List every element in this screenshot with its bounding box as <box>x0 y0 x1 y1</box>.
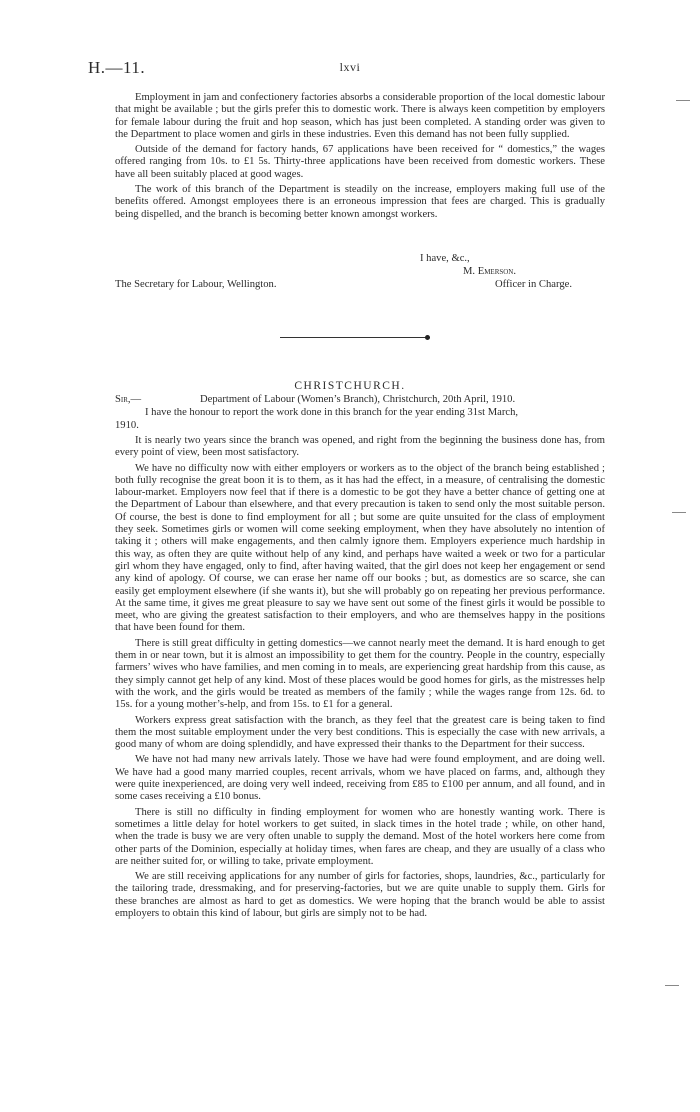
section-divider <box>280 337 430 338</box>
signature-title: Officer in Charge. <box>495 279 572 290</box>
dateline: Department of Labour (Women’s Branch), Christchurch, 20th April, 1910. <box>200 394 516 405</box>
signature-addressee: The Secretary for Labour, Wellington. <box>115 279 277 290</box>
divider-dot <box>425 335 430 340</box>
paragraph: There is still great difficulty in getting domestics—we cannot nearly meet the demand. It is hard enough to get them in or near town, but it is almost an impossibility to get them for the country. People in the country, especially farmers’ wives who have families, and men coming in to meals, are experiencing great hardship from this cause, as they simply cannot get help of any kind. Most of these places would be good homes for girls, as the mistresses help with the work, and the girls would be treated as members of the family ; while the wages range from 12s. 6d. to 15s. for a young mother’s-help, and from 15s. to £1 for a general. <box>115 637 605 711</box>
salutation: Sir,— <box>115 394 142 405</box>
intro-second-line: 1910. <box>115 420 139 431</box>
paragraph: We are still receiving applications for any number of girls for factories, shops, laundries, &c., particularly for the tailoring trade, dressmaking, and for preserving-factories, but we are quite unable to supply them. Girls for these branches are almost as hard to get as domestics. We were hoping that the branch would be able to assist employers to obtain this kind of labour, but girls are simply not to be had. <box>115 871 605 919</box>
paragraph: The work of this branch of the Department is steadily on the increase, employers making full use of the benefits offered. Amongst employees there is an erroneous impression that fees are charged. This is gradually being dispelled, and the branch is becoming better known amongst workers. <box>115 184 605 220</box>
paragraph: We have no difficulty now with either employers or workers as to the object of the branch being established ; both fully recognise the great boon it is to them, as it has had the effect, in a measure, of centralising the domestic labour-market. Employers now feel that if there is a domestic to be got they have a better chance of getting one at the Department of Labour than elsewhere, and that every precaution is taken to send only the most suitable person. Of course, the best is done to find employment for all ; but some are quite unsuited for the class of employment they seek. Sometimes girls or women will come seeking employment, when they have absolutely no intention of taking it ; others will make engagements, and then calmly ignore them. Employers experience much hardship in this way, as often they are quite without help of any kind, and perhaps have waited a week or two for a particular girl whom they have engaged, only to find, after having waited, that the girl does not keep her engagement or send any kind of apology. Of course, we can erase her name off our books ; but, as domestics are so scarce, she can easily get employment elsewhere (if she wants it), but she will probably go on repeating her previous performance. At the same time, it gives me great pleasure to say we have sent out some of the finest girls it would be possible to meet, who are giving the greatest satisfaction to their employers, and who are themselves happy in the positions that have been found for them. <box>115 462 605 634</box>
intro-year <box>115 420 605 432</box>
margin-mark <box>672 512 686 513</box>
paragraph: It is nearly two years since the branch was opened, and right from the beginning the business done has, from every point of view, been most satisfactory. <box>115 435 605 459</box>
paragraph: We have not had many new arrivals lately. Those we have had were found employment, and are doing well. We have had a good many married couples, recent arrivals, whom we have placed on farms, and, although they were quite inexperienced, are doing very well indeed, receiving from £85 to £100 per annum, and all found, and in some cases receiving a £10 bonus. <box>115 754 605 803</box>
margin-mark <box>665 985 679 986</box>
margin-mark <box>676 100 690 101</box>
section-title: CHRISTCHURCH. <box>294 380 406 392</box>
paragraph: Employment in jam and confectionery factories absorbs a considerable proportion of the local domestic labour that might be available ; but the girls prefer this to domestic work. There is always keen competition by employers for female labour during the fruit and hop season, which has just been completed. A standing order was given to the Department to place women and girls in these industries. Even this demand has not been fully supplied. <box>115 92 605 140</box>
intro-first-line: I have the honour to report the work done in this branch for the year ending 31st March, <box>145 407 519 418</box>
top-section <box>115 92 605 224</box>
page-reference: H.—11. <box>88 58 146 77</box>
report-body <box>115 435 605 923</box>
signature-name: M. Emerson. <box>463 266 517 277</box>
paragraph: Workers express great satisfaction with the branch, as they feel that the greatest care is being taken to find them the most suitable employment under the very best conditions. This is especially the case with new arrivals, a good many of whom are doing splendidly, and have expressed their thanks to the Department for their success. <box>115 714 605 751</box>
signature-closing: I have, &c., <box>420 253 470 264</box>
intro-line <box>115 407 605 419</box>
page-number: lxvi <box>339 60 361 74</box>
paragraph: Outside of the demand for factory hands, 67 applications have been received for “ domestics,” the wages offered ranging from 10s. to £1 5s. Thirty-three applications have been received from domestic workers. These have all been suitably placed at good wages. <box>115 144 605 180</box>
paragraph: There is still no difficulty in finding employment for women who are honestly wanting work. There is sometimes a little delay for hotel workers to get suited, in slack times in the hotel trade ; while, on other hand, when the trade is busy we are very often unable to supply the demand. Most of the hotel workers here come from other parts of the Dominion, especially at holiday times, when fares are cheap, and they are usually of a class who are neither suited for, or willing to take, private employment. <box>115 806 605 867</box>
